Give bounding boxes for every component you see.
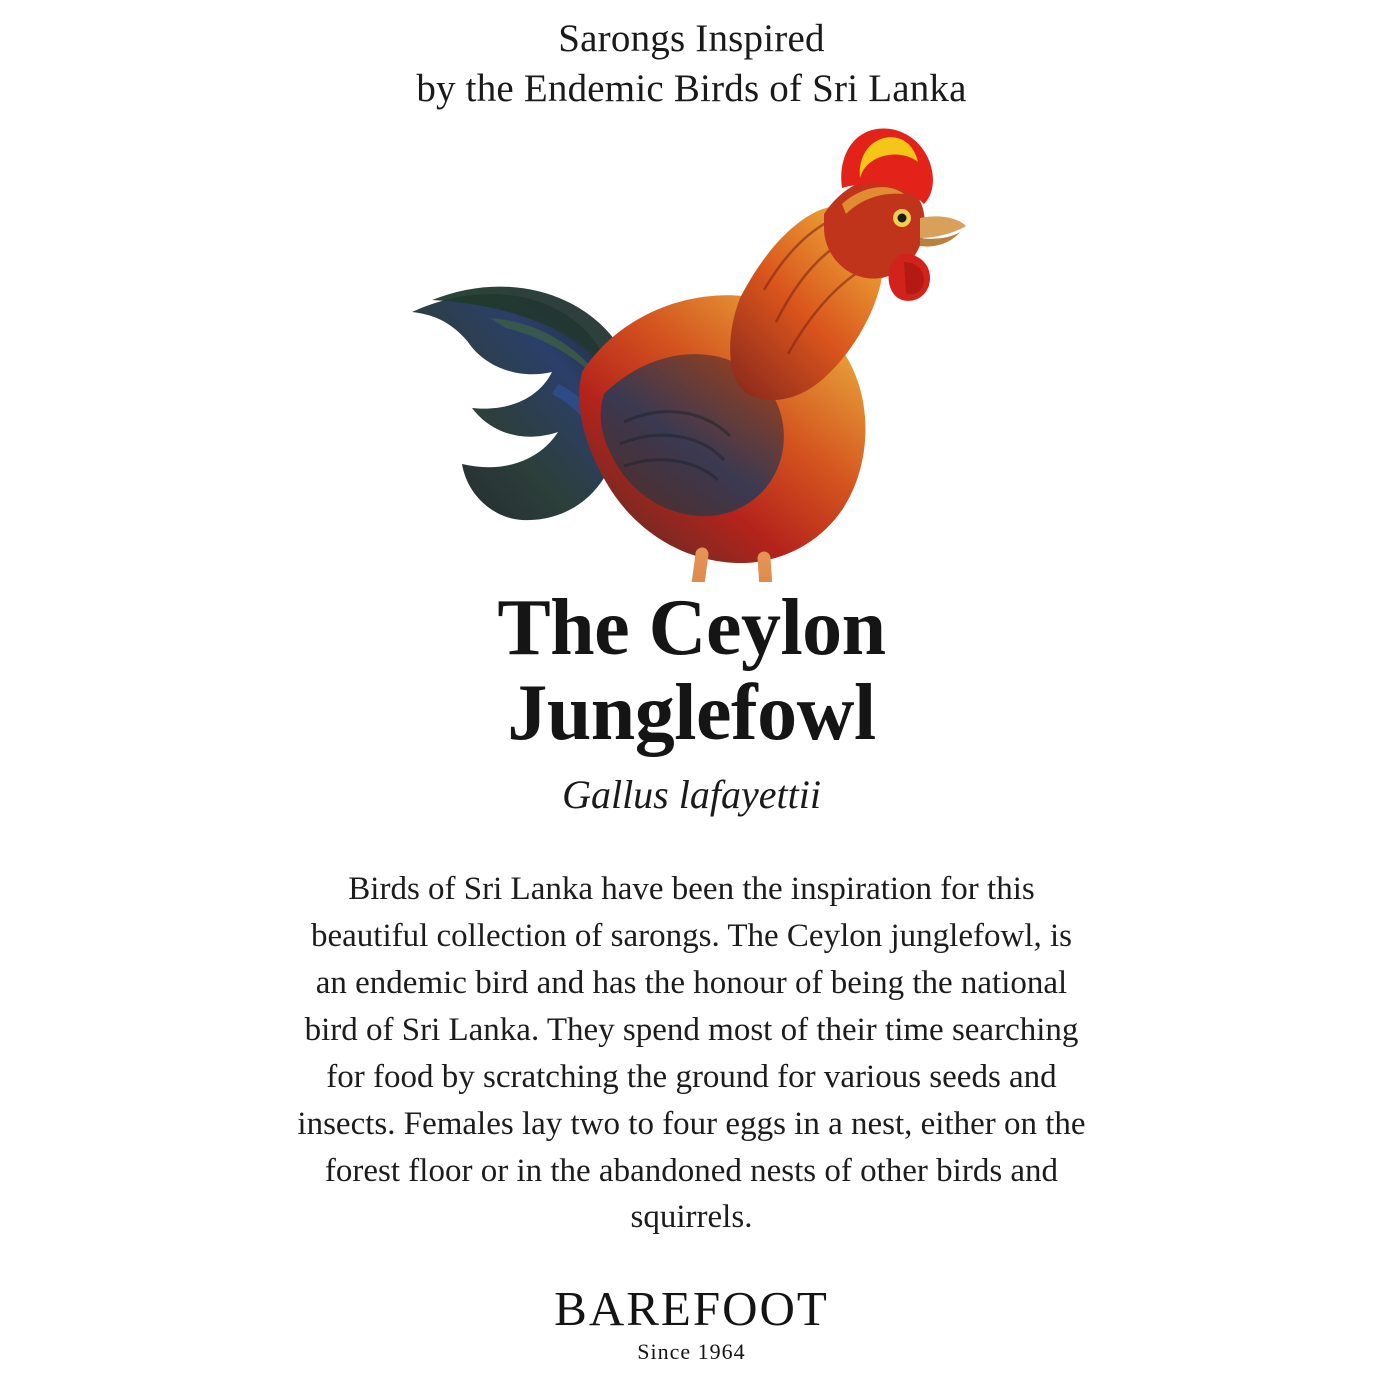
page-header bbox=[416, 14, 966, 114]
brand-name: BAREFOOT bbox=[554, 1281, 829, 1336]
bird-name-line-1: The Ceylon bbox=[497, 583, 886, 672]
leg-left bbox=[688, 554, 702, 582]
brand-since: Since 1964 bbox=[637, 1339, 746, 1364]
description-paragraph: Birds of Sri Lanka have been the inspiration for this beautiful collection of sarongs. The Ceylon junglefowl, is an endemic bird and has the honour of being the national bird of Sri Lanka. They spend most of their time searching for food by scratching the ground for various seeds and insects. Females lay two to four eggs in a nest, either on the forest floor or in the abandoned nests of other birds and squirrels. bbox=[297, 871, 1086, 1236]
leg-right bbox=[764, 558, 772, 582]
brand-footer bbox=[0, 1281, 1383, 1365]
eye-pupil bbox=[897, 213, 906, 222]
header-line-2: by the Endemic Birds of Sri Lanka bbox=[416, 66, 967, 110]
bird-name-line-2: Junglefowl bbox=[507, 668, 876, 757]
description-text bbox=[292, 866, 1092, 1241]
page-title bbox=[497, 583, 886, 757]
ceylon-junglefowl-illustration bbox=[372, 122, 1012, 582]
header-line-1: Sarongs Inspired bbox=[558, 17, 825, 60]
beak bbox=[920, 216, 966, 238]
scientific-name: Gallus lafayettii bbox=[562, 772, 821, 818]
